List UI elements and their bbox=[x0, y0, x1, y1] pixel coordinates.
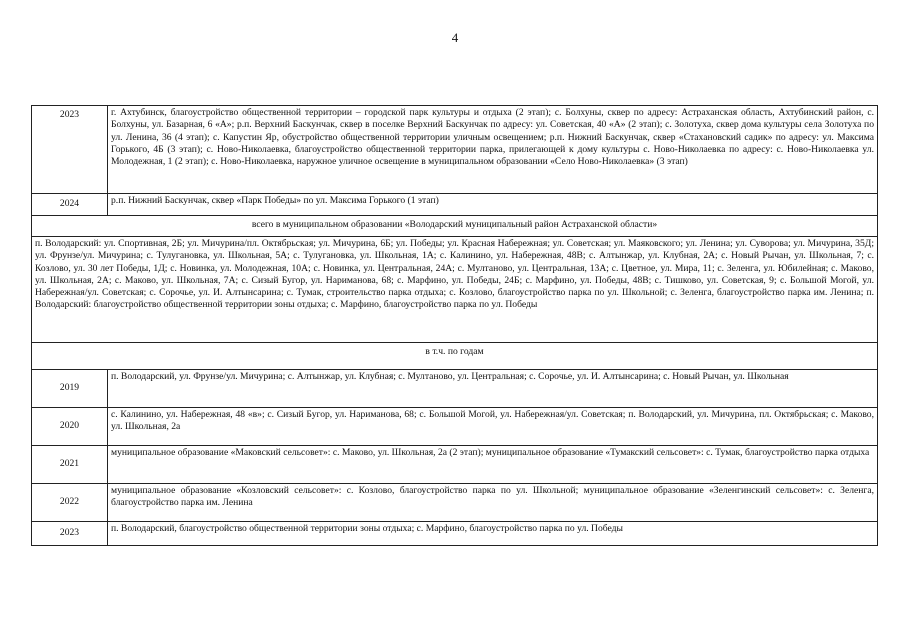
table-row bbox=[32, 446, 878, 484]
description-cell: с. Калинино, ул. Набережная, 48 «в»; с. Сизый Бугор, ул. Нариманова, 68; с. Большой Могой, ул. Набережная/ул. Советская; п. Володарский, ул. Мичурина, пл. Октябрьская; с. Маково, ул. Школьная, 2а bbox=[108, 408, 878, 446]
table-row bbox=[32, 408, 878, 446]
year-cell: 2024 bbox=[32, 194, 108, 216]
year-cell: 2023 bbox=[32, 522, 108, 546]
year-cell: 2021 bbox=[32, 446, 108, 484]
section-title: всего в муниципальном образовании «Володарский муниципальный район Астраханской области» bbox=[32, 216, 878, 237]
table-row bbox=[32, 484, 878, 522]
programme-table bbox=[31, 105, 878, 546]
year-cell: 2020 bbox=[32, 408, 108, 446]
table-row bbox=[32, 370, 878, 408]
year-cell: 2023 bbox=[32, 106, 108, 194]
year-cell: 2022 bbox=[32, 484, 108, 522]
section-header-row bbox=[32, 216, 878, 237]
description-cell: муниципальное образование «Маковский сельсовет»: с. Маково, ул. Школьная, 2а (2 этап); муниципальное образование «Тумакский сельсовет»: с. Тумак, благоустройство парка отдыха bbox=[108, 446, 878, 484]
description-cell: г. Ахтубинск, благоустройство общественной территории – городской парк культуры и отдыха (2 этап); с. Болхуны, сквер по адресу: Астраханская область, Ахтубинский район, с. Болхуны, ул. Базарная, 6 «А»; р.п. Верхний Баскунчак, сквер в поселке Верхний Баскунчак по адресу: ул. Советская, 40 «А» (2 этап); с. Золотуха, сквер дома культуры села Золотуха по ул. Ленина, 36 (4 этап); с. Капустин Яр, обустройство общественной территории уличным освещением; р.п. Нижний Баскунчак, сквер «Стахановский садик» по адресу: ул. Максима Горького, 4Б (3 этап); с. Ново-Николаевка, благоустройство общественной территории парка, прилегающей к дому культуры с. Ново-Николаевка по адресу: с. Ново-Николаевка ул. Молодежная, 1 (2 этап); с. Ново-Николаевка, наружное уличное освещение в муниципальном образовании «Село Ново-Николаевка» (3 этап) bbox=[108, 106, 878, 194]
section-object-list: п. Володарский: ул. Спортивная, 2Б; ул. Мичурина/пл. Октябрьская; ул. Мичурина, 6Б; ул. Победы; ул. Красная Набережная; ул. Советская; ул. Маяковского; ул. Ленина; ул. Суворова; ул. Мичурина, 35Д; ул. Фрунзе/ул. Мичурина; с. Тулугановка, ул. Школьная, 5А; с. Тулугановка, ул. Школьная, 1А; с. Калинино, ул. Набережная, 48В; с. Алтынжар, ул. Клубная, 2А; с. Новый Рычан, ул. Школьная, 7; с. Козлово, ул. 30 лет Победы, 1Д; с. Новинка, ул. Молодежная, 10А; с. Новинка, ул. Центральная, 24А; с. Мултаново, ул. Центральная, 13А; с. Цветное, ул. Мира, 11; с. Зеленга, ул. Юбилейная; с. Маково, ул. Школьная, 2А; с. Маково, ул. Школьная, 7А; с. Сизый Бугор, ул. Нариманова, 68; с. Марфино, ул. Победы, 24Б; с. Марфино, ул. Победы, 48В; с. Тишково, ул. Советская, 9; с. Большой Могой, ул. Набережная/ул. Советская; с. Сорочье, ул. И. Алтынсарина; с. Тумак, строительство парка отдыха; с. Козлово, благоустройство парка по ул. Школьной; с. Зеленга, благоустройство парка им. Ленина; п. Володарский: благоустройство общественной территории зоны отдыха; с. Марфино, благоустройство парка по ул. Победы bbox=[32, 237, 878, 343]
description-cell: п. Володарский, ул. Фрунзе/ул. Мичурина; с. Алтынжар, ул. Клубная; с. Мултаново, ул. Центральная; с. Сорочье, ул. И. Алтынсарина; с. Новый Рычан, ул. Школьная bbox=[108, 370, 878, 408]
year-cell: 2019 bbox=[32, 370, 108, 408]
page-number: 4 bbox=[451, 30, 459, 45]
subheader-row bbox=[32, 343, 878, 370]
section-list-row bbox=[32, 237, 878, 343]
table-row bbox=[32, 194, 878, 216]
including-by-years-label: в т.ч. по годам bbox=[32, 343, 878, 370]
table-row bbox=[32, 106, 878, 194]
table-row bbox=[32, 522, 878, 546]
description-cell: муниципальное образование «Козловский сельсовет»: с. Козлово, благоустройство парка по ул. Школьной; муниципальное образование «Зеленгинский сельсовет»: с. Зеленга, благоустройство парка им. Ленина bbox=[108, 484, 878, 522]
description-cell: п. Володарский, благоустройство общественной территории зоны отдыха; с. Марфино, благоустройство парка по ул. Победы bbox=[108, 522, 878, 546]
description-cell: р.п. Нижний Баскунчак, сквер «Парк Победы» по ул. Максима Горького (1 этап) bbox=[108, 194, 878, 216]
